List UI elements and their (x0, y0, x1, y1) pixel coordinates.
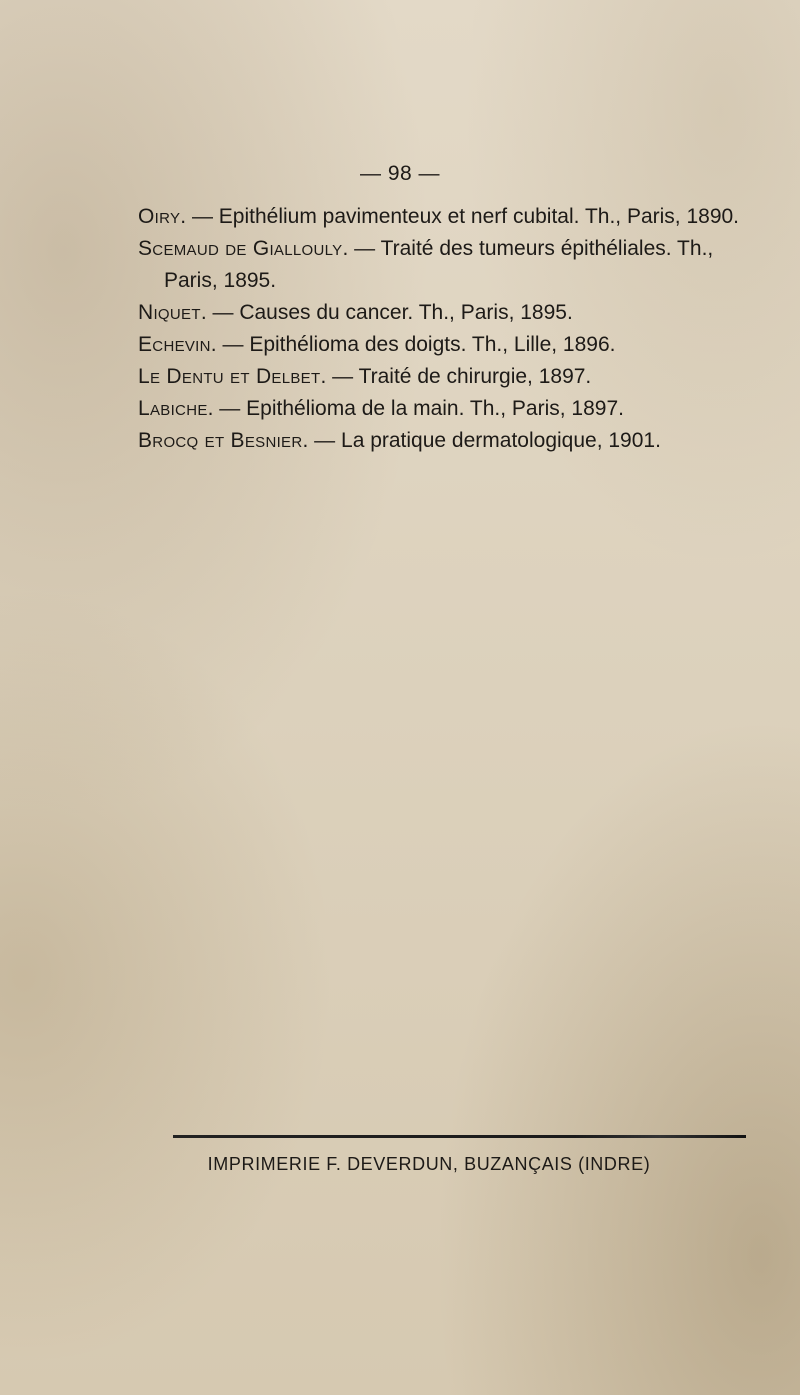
bibliography-entry (138, 201, 763, 233)
entry-author: Oiry (138, 205, 181, 228)
printer-imprint: IMPRIMERIE F. DEVERDUN, BUZANÇAIS (INDRE) (207, 1154, 651, 1174)
entry-separator: . — (210, 333, 250, 356)
bibliography-entry (138, 329, 763, 361)
entry-author: Le Dentu et Delbet (138, 365, 321, 388)
entry-text: Traité des tumeurs épithéliales. Th., Paris, 1895. (164, 237, 714, 292)
entry-separator: . — (302, 429, 342, 452)
entry-text: Traité de chirurgie, 1897. (358, 365, 592, 388)
entry-author: Echevin (138, 333, 211, 356)
bibliography-entry (138, 297, 763, 329)
bibliography-entry (138, 393, 763, 425)
entry-separator: . — (342, 237, 381, 260)
page-number: — 98 — (359, 162, 441, 185)
entry-text: La pratique dermatologique, 1901. (341, 429, 661, 452)
bibliography-entry (138, 361, 763, 393)
entry-author: Labiche (138, 397, 208, 420)
entry-text: Epithélium pavimenteux et nerf cubital. Th., Paris, 1890. (218, 205, 740, 228)
bibliography-entry (138, 425, 763, 457)
entry-separator: . — (207, 397, 247, 420)
footer-rule (173, 1135, 746, 1138)
entry-author: Scemaud de Giallouly (138, 237, 343, 260)
entry-text: Epithélioma de la main. Th., Paris, 1897. (246, 397, 624, 420)
bibliography-list (138, 201, 763, 457)
entry-text: Causes du cancer. Th., Paris, 1895. (239, 301, 573, 324)
entry-author: Niquet (138, 301, 201, 324)
entry-text: Epithélioma des doigts. Th., Lille, 1896. (249, 333, 616, 356)
entry-separator: . — (200, 301, 240, 324)
entry-separator: . — (320, 365, 359, 388)
entry-separator: . — (180, 205, 219, 228)
bibliography-entry (138, 233, 763, 297)
entry-author: Brocq et Besnier (138, 429, 303, 452)
